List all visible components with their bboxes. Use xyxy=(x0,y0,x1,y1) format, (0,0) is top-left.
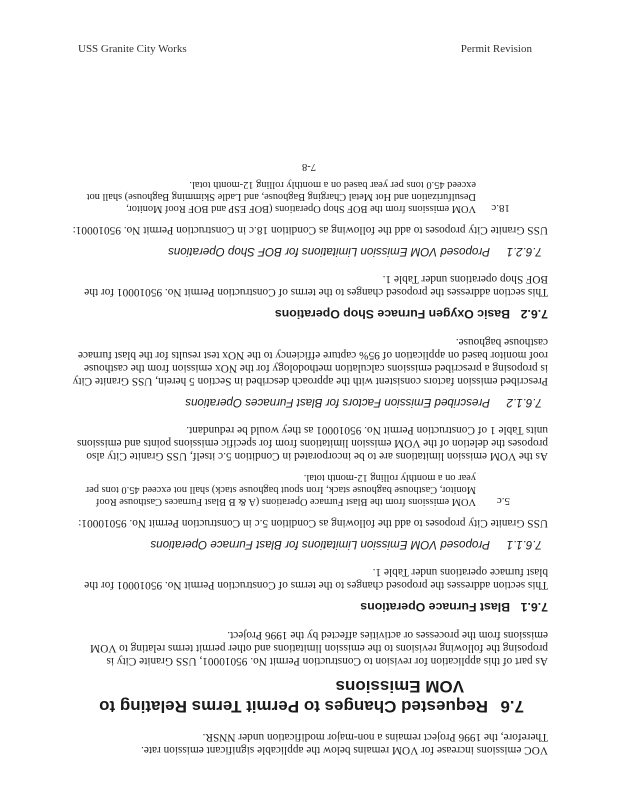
condition-text: VOM emissions from the Blast Furnace Operations (A & B Blast Furnaces Casthouse Roof Monitor, Casthouse baghouse stack, Iron spout baghouse stack) shall not exceed 45.0 tons per year on a monthly rolling 12-month total. xyxy=(85,472,476,507)
rotated-page-body xyxy=(70,88,548,756)
condition-text: VOM emissions from the BOF Shop Operations (BOF ESP and BOF Roof Monitor, Desulfurization and Hot Metal Charging Baghouse, and Ladle Skimming Baghouse) shall not exceed 45.0 tons per year based on a monthly rolling 12-month total. xyxy=(86,179,476,214)
section-7-6-2-1-lead: USS Granite City proposes to add the following as Condition 18.c in Construction Permit No. 95010001: xyxy=(72,224,548,236)
condition-number: 5.c xyxy=(496,495,510,507)
section-heading-7-6-1-2 xyxy=(70,396,542,409)
section-number: 7.6.2.1 xyxy=(506,245,542,258)
section-title: Prescribed Emission Factors for Blast Furnaces Operations xyxy=(185,396,490,409)
permit-condition-18c xyxy=(70,178,548,214)
section-title: Proposed VOM Emission Limitations for BOF Shop Operations xyxy=(168,245,490,258)
section-number: 7.6.1 xyxy=(520,600,548,614)
section-heading-7-6-2-1 xyxy=(70,245,542,258)
section-7-6-1-paragraph: This section addresses the proposed changes to the terms of Construction Permit No. 95010001 for the blast furnace operations under Table 1. xyxy=(84,566,548,591)
section-heading-7-6-1 xyxy=(70,600,548,614)
section-7-6-1-1-paragraph: As the VOM emission limitations are to be incorporated in Condition 5.c itself, USS Granite City also proposes the deletion of the VOM emission limitations from for specific emissions points and emissions units Table 1 of Construction Permit No. 95010001 as they would be redundant. xyxy=(76,424,548,462)
section-heading-7-6 xyxy=(70,676,524,716)
section-7-6-1-2-paragraph: Prescribed emission factors consistent with the approach described in Section 5 herein, USS Granite City is proposing a prescribed emissions calculation methodology for the NOx emission from the casthouse roof monitor based on application of 95% capture efficiency to the NOx test results for the blast furnace casthouse baghouse. xyxy=(72,336,548,387)
permit-condition-5c xyxy=(70,471,548,507)
running-header-right: Permit Revision xyxy=(460,43,532,55)
running-header-left: USS Granite City Works xyxy=(78,43,187,55)
section-number: 7.6.2 xyxy=(520,307,548,321)
section-7-6-2-paragraph: This section addresses the proposed changes to the terms of Construction Permit No. 95010001 for the BOF Shop operations under Table 1. xyxy=(84,273,548,298)
section-heading-7-6-2 xyxy=(70,307,548,321)
section-number: 7.6.1.1 xyxy=(506,538,542,551)
intro-line-2: Therefore, the 1996 Project remains a non-major modification under NNSR. xyxy=(202,731,548,743)
condition-number: 18.c xyxy=(491,202,510,214)
page-number: 7-8 xyxy=(302,161,316,172)
section-title: Blast Furnace Operations xyxy=(360,600,510,614)
section-7-6-paragraph: As part of this application for revision to Construction Permit No. 95010001, USS Granite City is proposing the following revisions to the emission limitations and other permit terms relating to VOM emissions from the processes or activities affected by the 1996 Project. xyxy=(90,629,548,667)
body-text-flow xyxy=(70,161,548,756)
section-number: 7.6 xyxy=(500,697,524,716)
section-heading-7-6-1-1 xyxy=(70,538,542,551)
section-title-line-2: VOM Emissions xyxy=(335,677,464,696)
intro-line-1: VOC emissions increase for VOM remains below the applicable significant emission rate. xyxy=(140,744,548,756)
section-7-6-1-1-lead: USS Granite City proposes to add the following as Condition 5.c in Construction Permit No. 95010001: xyxy=(78,517,548,529)
section-number: 7.6.1.2 xyxy=(506,396,542,409)
section-title: Proposed VOM Emission Limitations for Blast Furnace Operations xyxy=(150,538,490,551)
section-title-line-1: Requested Changes to Permit Terms Relating to xyxy=(99,697,488,716)
section-title: Basic Oxygen Furnace Shop Operations xyxy=(274,307,510,321)
